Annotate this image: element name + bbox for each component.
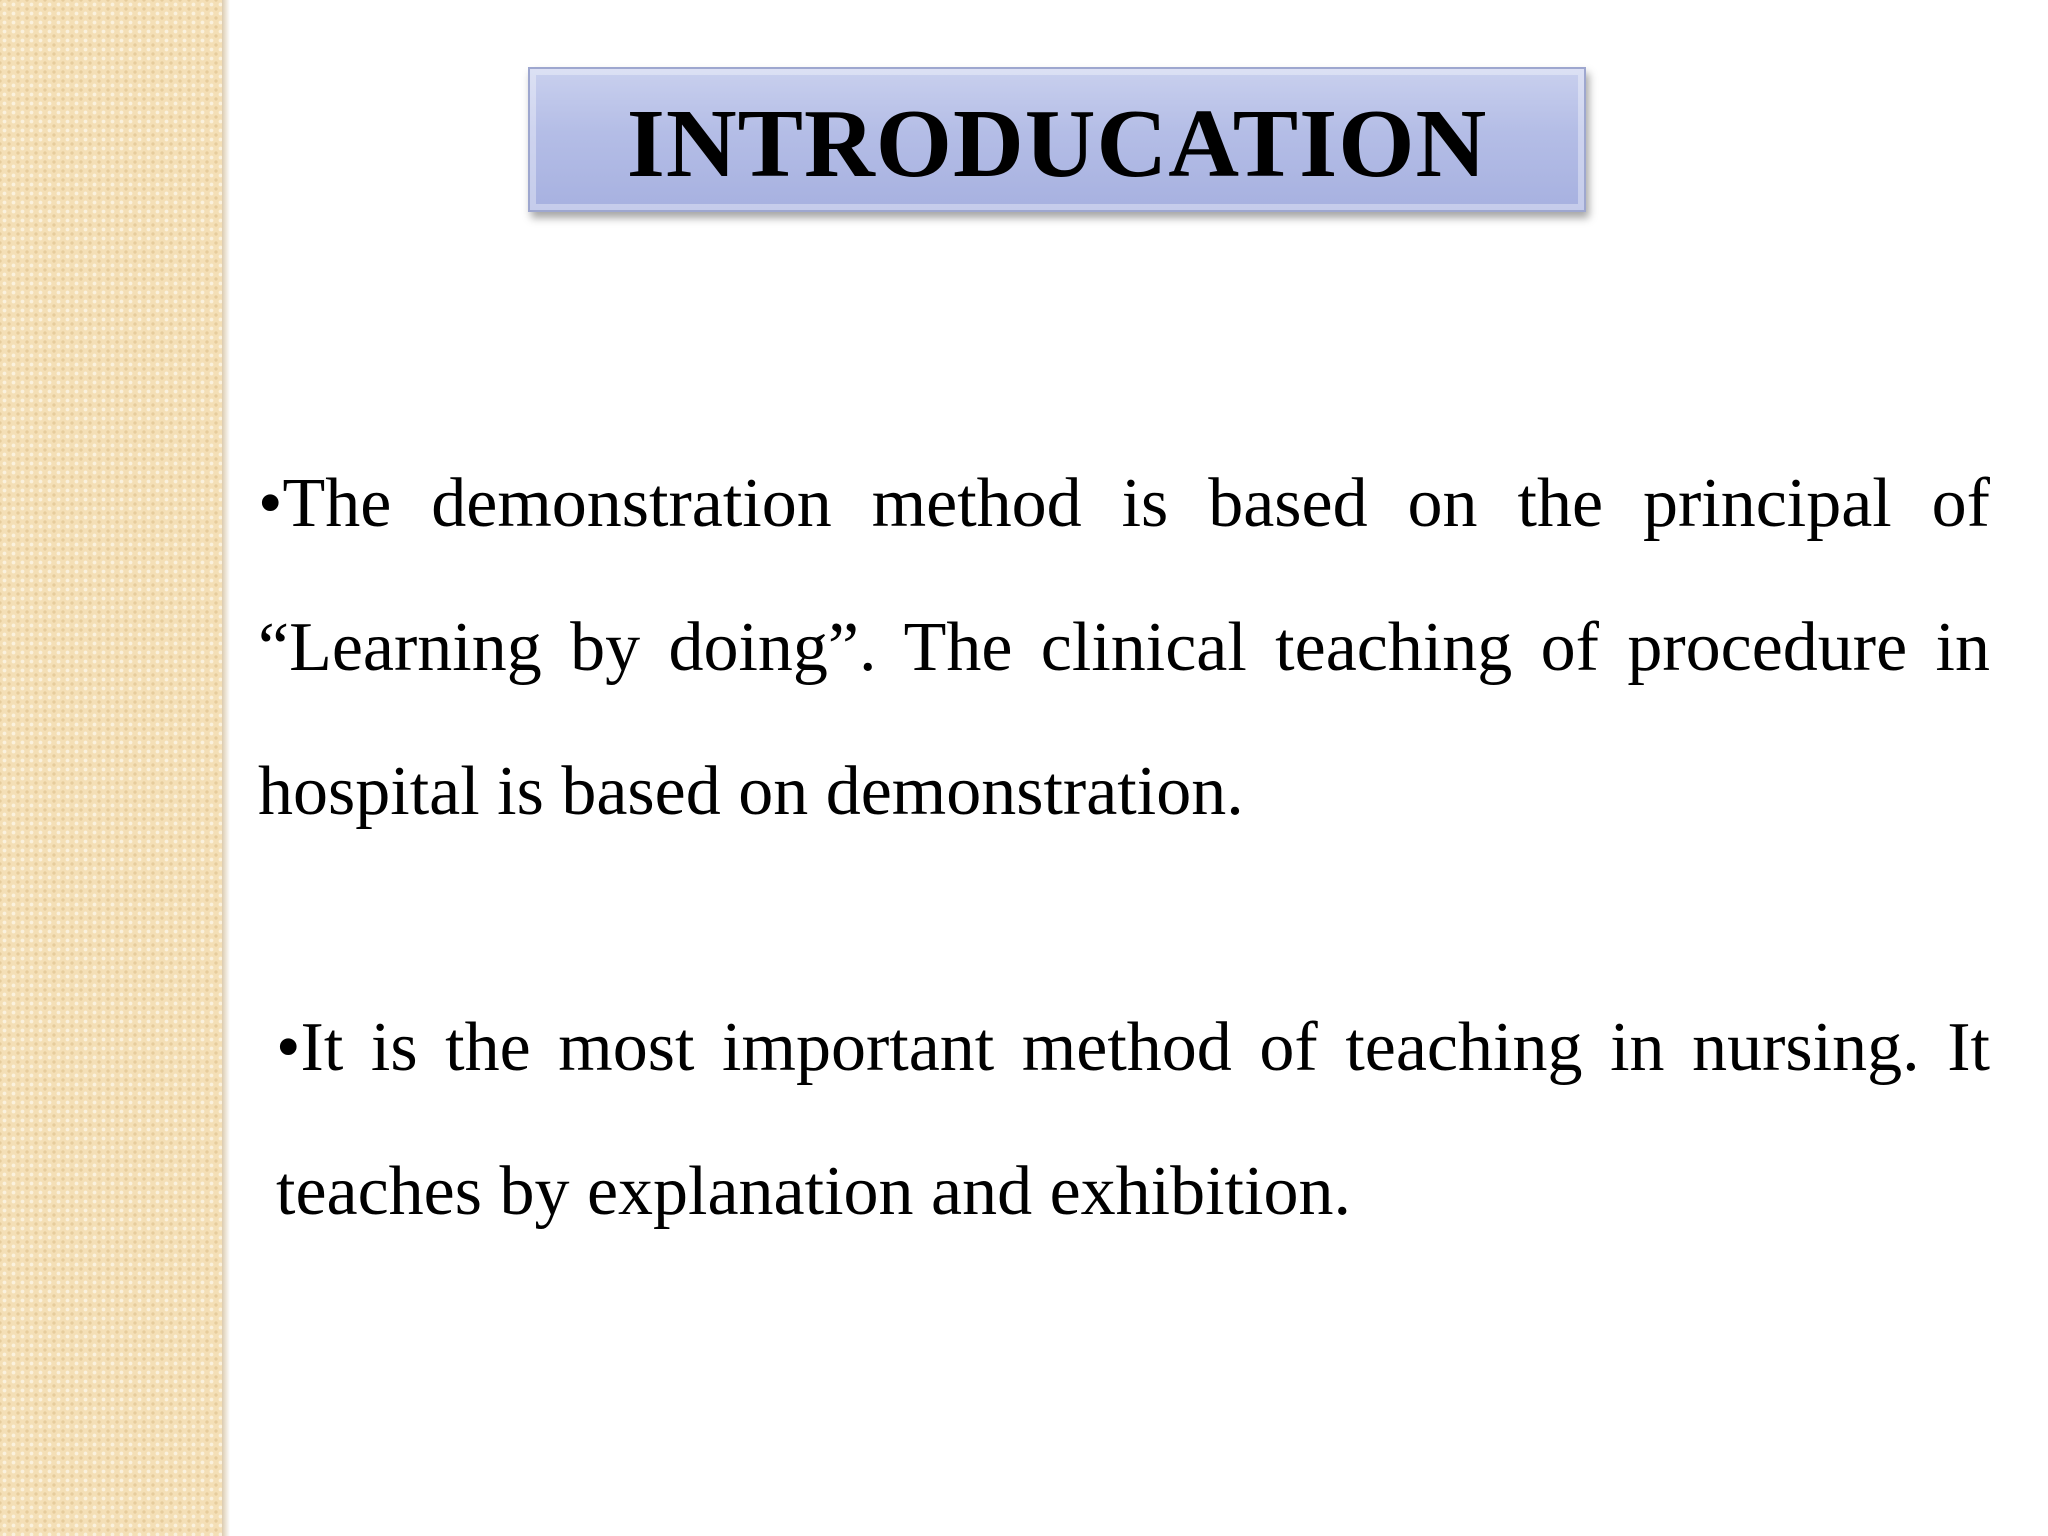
side-strip-shadow — [222, 0, 230, 1536]
decorative-side-strip — [0, 0, 222, 1536]
bullet-paragraph-1: •The demonstration method is based on the principal of “Learning by doing”. The clinical teaching of procedure in hospital is based on demonstration. — [258, 465, 1990, 830]
bullet-paragraph-2: •It is the most important method of teaching in nursing. It teaches by explanation and exhibition. — [276, 1009, 1990, 1230]
title-banner — [528, 67, 1586, 212]
slide-title: INTRODUCATION — [626, 89, 1488, 198]
